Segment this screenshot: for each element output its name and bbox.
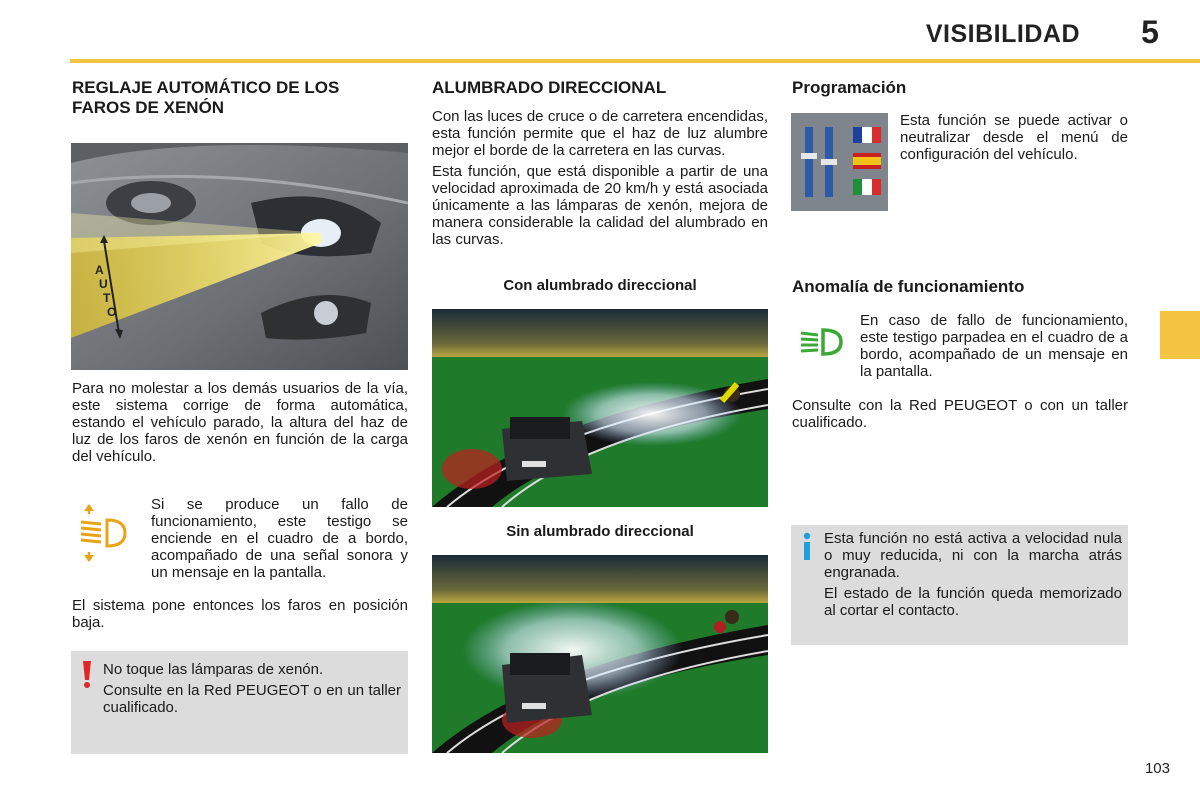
xenon-section-title: REGLAJE AUTOMÁTICO DE LOS FAROS DE XENÓN	[72, 78, 340, 117]
chapter-tab	[1160, 311, 1200, 359]
info-icon	[801, 532, 813, 560]
exclamation-icon	[81, 661, 93, 689]
warning-note-box	[71, 651, 408, 754]
config-menu-icon	[791, 113, 888, 211]
directional-paragraph: Con las luces de cruce o de carretera encendidas, esta función permite que el haz de luz alumbre mejor el borde de la carretera en las curvas.	[432, 108, 768, 159]
directional-section-title: ALUMBRADO DIRECCIONAL	[432, 78, 667, 97]
auto-letter: T	[103, 291, 111, 305]
directional-paragraph: Esta función, que está disponible a partir de una velocidad aproximada de 20 km/h y está asociada únicamente a las lámparas de xenón, mejora de manera considerable la calidad del alumbrado en las curvas.	[432, 163, 768, 248]
fault-description: Si se produce un fallo de funcionamiento, este testigo se enciende en el cuadro de a bordo, acompañado de una señal sonora y un mensaje en la pantalla.	[151, 496, 408, 581]
programming-title: Programación	[792, 78, 907, 97]
headlamp-level-warning-icon	[77, 502, 129, 564]
caption-with-directional: Con alumbrado direccional	[503, 277, 697, 294]
info-line: El estado de la función queda memorizado al cortar el contacto.	[824, 585, 1122, 619]
warning-line: Consulte en la Red PEUGEOT o en un taller cualificado.	[103, 682, 401, 716]
info-note-box	[791, 525, 1128, 645]
directional-lamp-icon	[799, 327, 844, 357]
auto-letter: A	[95, 263, 104, 277]
caption-without-directional: Sin alumbrado direccional	[506, 523, 694, 540]
page-number: 103	[1144, 760, 1170, 777]
low-position-note: El sistema pone entonces los faros en posición baja.	[72, 597, 408, 631]
header-divider	[70, 59, 1200, 63]
car-headlight-photo	[71, 143, 408, 370]
chapter-number: 5	[1141, 14, 1159, 50]
auto-letter: O	[107, 305, 117, 319]
page-section-title: VISIBILIDAD	[925, 20, 1080, 48]
anomaly-contact-text: Consulte con la Red PEUGEOT o con un taller cualificado.	[792, 397, 1128, 431]
auto-letter: U	[99, 277, 108, 291]
road-illustration-without	[432, 555, 768, 753]
road-illustration-with	[432, 309, 768, 507]
warning-line: No toque las lámparas de xenón.	[103, 661, 324, 678]
programming-text: Esta función se puede activar o neutralizar desde el menú de configuración del vehículo.	[900, 112, 1128, 163]
anomaly-text: En caso de fallo de funcionamiento, este testigo parpadea en el cuadro de a bordo, acompañado de un mensaje en la pantalla.	[860, 312, 1128, 380]
xenon-description: Para no molestar a los demás usuarios de la vía, este sistema corrige de forma automática, estando el vehículo parado, la altura del haz de luz de los faros de xenón en función de la carga del vehículo.	[72, 380, 408, 465]
anomaly-title: Anomalía de funcionamiento	[792, 277, 1025, 296]
car-headlight-illustration	[71, 143, 408, 370]
info-line: Esta función no está activa a velocidad nula o muy reducida, ni con la marcha atrás engranada.	[824, 530, 1122, 581]
